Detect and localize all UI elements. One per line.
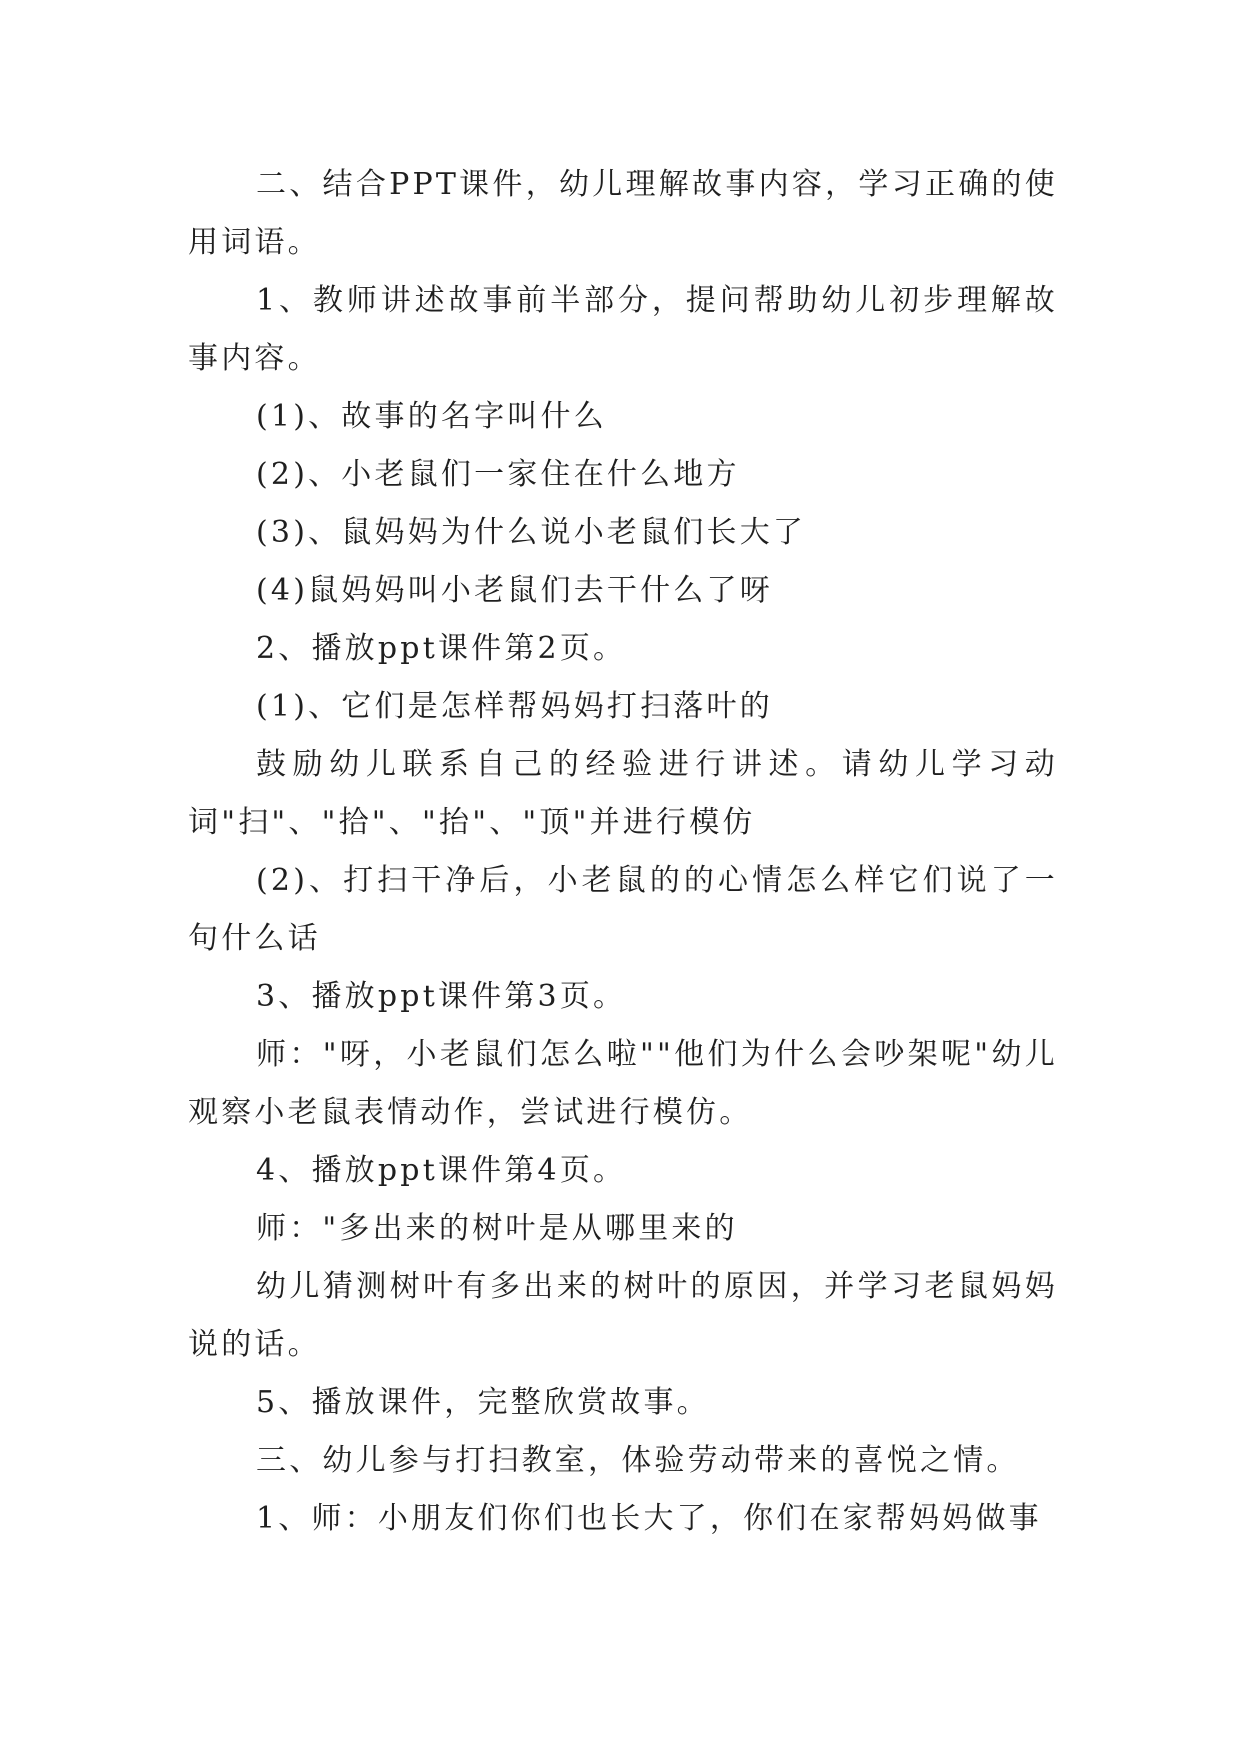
- section-heading-3: 三、幼儿参与打扫教室，体验劳动带来的喜悦之情。: [256, 1443, 1020, 1478]
- step-2-question-1: (1)、它们是怎样帮妈妈打扫落叶的: [256, 689, 773, 724]
- question-1: (1)、故事的名字叫什么: [256, 399, 607, 434]
- section-heading-2: 二、结合PPT课件，幼儿理解故事内容，学习正确的使用词语。: [188, 167, 1058, 260]
- question-3: (3)、鼠妈妈为什么说小老鼠们长大了: [256, 515, 807, 550]
- section-3-step-1: 1、师：小朋友们你们也长大了，你们在家帮妈妈做事: [256, 1501, 1042, 1536]
- question-4: (4)鼠妈妈叫小老鼠们去干什么了呀: [256, 573, 773, 608]
- step-1: 1、教师讲述故事前半部分，提问帮助幼儿初步理解故事内容。: [188, 283, 1058, 376]
- step-4-guidance: 幼儿猜测树叶有多出来的树叶的原因，并学习老鼠妈妈说的话。: [188, 1269, 1058, 1362]
- step-2-guidance: 鼓励幼儿联系自己的经验进行讲述。请幼儿学习动词"扫"、"拾"、"抬"、"顶"并进行模仿: [188, 747, 1058, 840]
- step-4: 4、播放ppt课件第4页。: [256, 1153, 627, 1188]
- document-body: [188, 156, 1058, 1548]
- step-3-dialogue: 师："呀，小老鼠们怎么啦""他们为什么会吵架呢"幼儿观察小老鼠表情动作，尝试进行模仿。: [188, 1037, 1058, 1130]
- step-5: 5、播放课件，完整欣赏故事。: [256, 1385, 710, 1420]
- step-4-dialogue: 师："多出来的树叶是从哪里来的: [256, 1211, 738, 1246]
- step-2: 2、播放ppt课件第2页。: [256, 631, 627, 666]
- question-2: (2)、小老鼠们一家住在什么地方: [256, 457, 740, 492]
- step-3: 3、播放ppt课件第3页。: [256, 979, 627, 1014]
- step-2-question-2: (2)、打扫干净后，小老鼠的的心情怎么样它们说了一句什么话: [188, 863, 1058, 956]
